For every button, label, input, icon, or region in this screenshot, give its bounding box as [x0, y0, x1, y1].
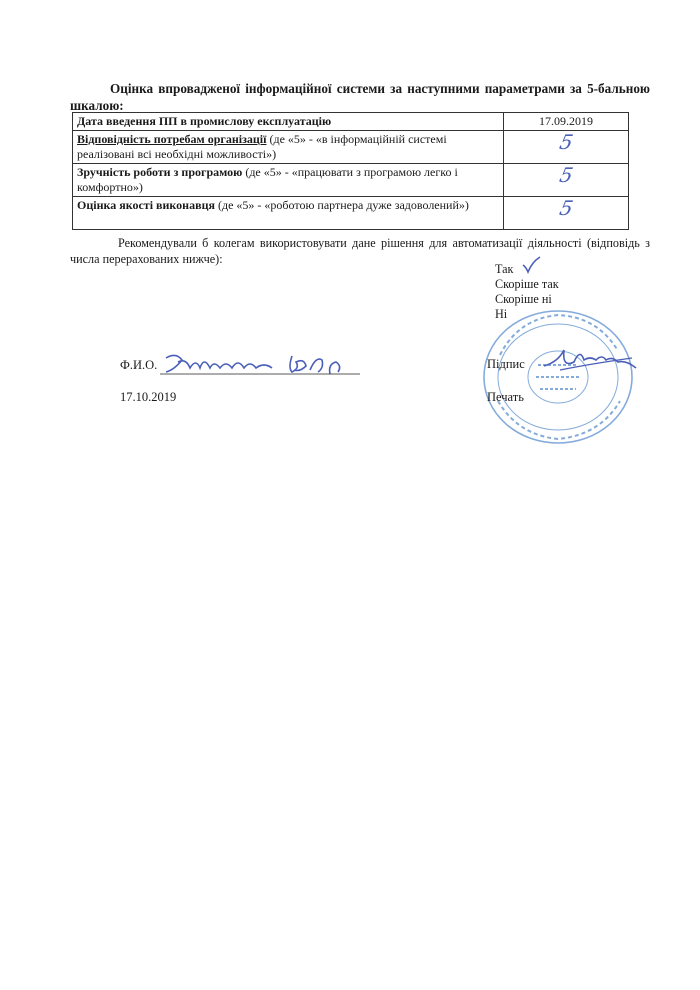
- option-yes: Так: [495, 262, 514, 276]
- criterion-description: (де «5» - «в інформаційній системі реалізовані всі необхідні можливості»): [77, 132, 447, 161]
- criterion-title: Відповідність потребам організації: [77, 132, 267, 146]
- table-row: [73, 164, 629, 197]
- criterion-cell: [73, 164, 504, 197]
- commissioning-date: 17.09.2019: [539, 114, 593, 128]
- criterion-description: (де «5» - «працювати з програмою легко і комфортно»): [77, 165, 458, 194]
- criterion-cell: [73, 113, 504, 131]
- checkmark-icon: [521, 256, 541, 274]
- full-name-label: Ф.И.О.: [120, 358, 158, 372]
- criterion-cell: [73, 131, 504, 164]
- recommendation-text: Рекомендували б колегам використовувати дане рішення для автоматизації діяльності (відповідь з числа перерахованих нижче):: [70, 236, 650, 266]
- criterion-cell: [73, 197, 504, 230]
- table-row: [73, 197, 629, 230]
- value-cell: [504, 164, 629, 197]
- value-cell: [504, 113, 629, 131]
- value-cell: [504, 197, 629, 230]
- table-row: [73, 131, 629, 164]
- criterion-description: (де «5» - «роботою партнера дуже задоволений»): [214, 198, 469, 212]
- evaluation-table: [72, 112, 629, 230]
- table-row: [73, 113, 629, 131]
- document-date: 17.10.2019: [120, 390, 177, 404]
- option-no: Ні: [495, 307, 508, 321]
- handwritten-score: 5: [557, 130, 575, 154]
- stamp-label: Печать: [487, 390, 524, 404]
- evaluation-heading: Оцінка впровадженої інформаційної системи за наступними параметрами за 5-бальною шкалою:: [70, 81, 650, 113]
- option-rather-no: Скоріше ні: [495, 292, 552, 306]
- director-signature-icon: [540, 338, 640, 378]
- criterion-title: Зручність роботи з програмою: [77, 165, 243, 179]
- handwritten-name-icon: [160, 350, 370, 378]
- handwritten-score: 5: [557, 163, 575, 187]
- signature-label: Підпис: [487, 357, 525, 371]
- value-cell: [504, 131, 629, 164]
- criterion-title: Оцінка якості виконавця: [77, 198, 215, 212]
- handwritten-score: 5: [557, 196, 575, 220]
- criterion-title: Дата введення ПП в промислову експлуатацію: [77, 114, 332, 128]
- option-rather-yes: Скоріше так: [495, 277, 559, 291]
